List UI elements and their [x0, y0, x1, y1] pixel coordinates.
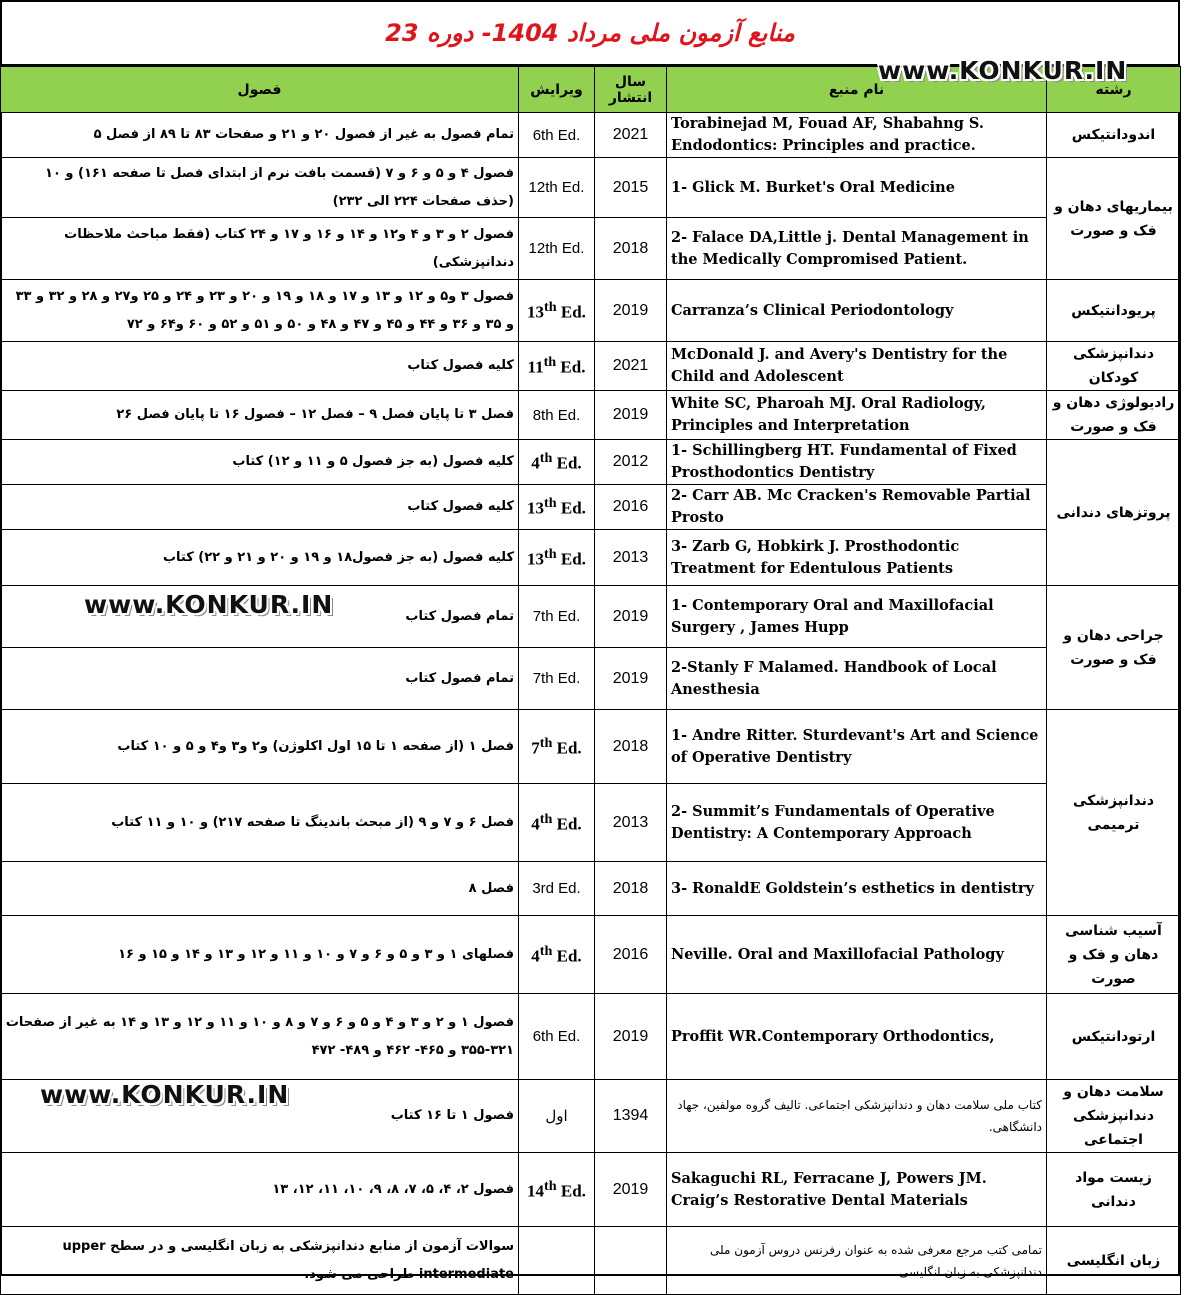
edition-cell: 12th Ed.	[519, 158, 595, 218]
source-cell: 3- Zarb G, Hobkirk J. Prosthodontic Treatment for Edentulous Patients	[667, 530, 1047, 586]
chapters-cell: تمام فصول کتاب	[1, 586, 519, 648]
edition-cell: 4th Ed.	[519, 784, 595, 862]
source-cell: 2-Stanly F Malamed. Handbook of Local Anesthesia	[667, 648, 1047, 710]
table-row	[1, 218, 1181, 280]
field-cell: جراحی دهان و فک و صورت	[1047, 586, 1181, 710]
table-row	[1, 280, 1181, 342]
source-cell: 1- Andre Ritter. Sturdevant's Art and Science of Operative Dentistry	[667, 710, 1047, 784]
field-cell: اندودانتیکس	[1047, 113, 1181, 158]
watermark-logo: www.KONKUR.IN	[84, 590, 334, 619]
source-cell: McDonald J. and Avery's Dentistry for the Child and Adolescent	[667, 342, 1047, 391]
table-row	[1, 710, 1181, 784]
field-cell: بیماریهای دهان و فک و صورت	[1047, 158, 1181, 280]
field-cell: ارتودانتیکس	[1047, 994, 1181, 1080]
table-row	[1, 1227, 1181, 1295]
year-cell: 2015	[595, 158, 667, 218]
chapters-cell: فصل ۱ (از صفحه ۱ تا ۱۵ اول اکلوژن) و۲ و۳ و۴ و ۵ و ۱۰ کتاب	[1, 710, 519, 784]
year-cell: 2012	[595, 440, 667, 485]
year-cell: 2019	[595, 994, 667, 1080]
field-cell: دندانپزشکی کودکان	[1047, 342, 1181, 391]
edition-cell: 13th Ed.	[519, 485, 595, 530]
year-cell: 2019	[595, 391, 667, 440]
chapters-cell: فصل ۸	[1, 862, 519, 916]
table-row	[1, 916, 1181, 994]
year-cell: 2018	[595, 218, 667, 280]
source-cell: Sakaguchi RL, Ferracane J, Powers JM. Craig’s Restorative Dental Materials	[667, 1153, 1047, 1227]
edition-cell: 7th Ed.	[519, 648, 595, 710]
source-cell: Neville. Oral and Maxillofacial Pathology	[667, 916, 1047, 994]
edition-cell: 12th Ed.	[519, 218, 595, 280]
edition-cell: 13th Ed.	[519, 530, 595, 586]
edition-cell: 7th Ed.	[519, 710, 595, 784]
watermark-logo: www.KONKUR.IN	[40, 1080, 290, 1109]
edition-cell: 13th Ed.	[519, 280, 595, 342]
year-cell: 2021	[595, 113, 667, 158]
source-cell: Proffit WR.Contemporary Orthodontics,	[667, 994, 1047, 1080]
year-cell: 2018	[595, 862, 667, 916]
source-cell: کتاب ملی سلامت دهان و دندانپزشکی اجتماعی. تالیف گروه مولفین، جهاد دانشگاهی.	[667, 1080, 1047, 1153]
edition-cell: 14th Ed.	[519, 1153, 595, 1227]
source-cell: 1- Schillingberg HT. Fundamental of Fixed Prosthodontics Dentistry	[667, 440, 1047, 485]
edition-cell: اول	[519, 1080, 595, 1153]
source-cell: Torabinejad M, Fouad AF, Shabahng S. Endodontics: Principles and practice.	[667, 113, 1047, 158]
table-row	[1, 1153, 1181, 1227]
table-row	[1, 784, 1181, 862]
table-row	[1, 862, 1181, 916]
year-cell: 1394	[595, 1080, 667, 1153]
chapters-cell: فصول ۲، ۴، ۵، ۷، ۸، ۹، ۱۰، ۱۱، ۱۲، ۱۳	[1, 1153, 519, 1227]
chapters-cell: کلیه فصول کتاب	[1, 342, 519, 391]
chapters-cell: تمام فصول به غیر از فصول ۲۰ و ۲۱ و صفحات ۸۳ تا ۸۹ از فصل ۵	[1, 113, 519, 158]
sources-table	[0, 66, 1181, 1295]
edition-cell: 8th Ed.	[519, 391, 595, 440]
year-cell: 2019	[595, 280, 667, 342]
source-cell: تمامی کتب مرجع معرفی شده به عنوان رفرنس دروس آزمون ملی دندانپزشکی به زبان انگلیسی	[667, 1227, 1047, 1295]
edition-cell: 3rd Ed.	[519, 862, 595, 916]
edition-cell: 6th Ed.	[519, 994, 595, 1080]
chapters-cell: کلیه فصول (به جز فصول ۵ و ۱۱ و ۱۲) کتاب	[1, 440, 519, 485]
chapters-cell: کلیه فصول (به جز فصول۱۸ و ۱۹ و ۲۰ و ۲۱ و ۲۲) کتاب	[1, 530, 519, 586]
table-row	[1, 158, 1181, 218]
source-cell: 2- Carr AB. Mc Cracken's Removable Partial Prosto	[667, 485, 1047, 530]
table-row	[1, 440, 1181, 485]
year-cell: 2019	[595, 586, 667, 648]
field-cell: آسیب شناسی دهان و فک و صورت	[1047, 916, 1181, 994]
year-cell	[595, 1227, 667, 1295]
source-cell: 1- Contemporary Oral and Maxillofacial Surgery , James Hupp	[667, 586, 1047, 648]
source-cell: 1- Glick M. Burket's Oral Medicine	[667, 158, 1047, 218]
edition-cell: 4th Ed.	[519, 916, 595, 994]
source-cell: 2- Falace DA,Little j. Dental Management in the Medically Compromised Patient.	[667, 218, 1047, 280]
year-cell: 2018	[595, 710, 667, 784]
year-cell: 2013	[595, 530, 667, 586]
field-cell: زبان انگلیسی	[1047, 1227, 1181, 1295]
chapters-cell: فصول ۱ تا ۱۶ کتاب	[1, 1080, 519, 1153]
table-row	[1, 530, 1181, 586]
edition-cell: 4th Ed.	[519, 440, 595, 485]
edition-cell: 7th Ed.	[519, 586, 595, 648]
field-cell: رادیولوژی دهان و فک و صورت	[1047, 391, 1181, 440]
page-title: منابع آزمون ملی مرداد 1404- دوره 23	[0, 0, 1180, 66]
edition-cell	[519, 1227, 595, 1295]
chapters-cell: فصول ۱ و ۲ و ۳ و ۴ و ۵ و ۶ و ۷ و ۸ و ۱۰ و ۱۱ و ۱۲ و ۱۳ و ۱۴ به غیر از صفحات ۳۲۱-۳۵۵ و ۴۶۵- ۴۶۲ و ۴۸۹- ۴۷۲	[1, 994, 519, 1080]
field-cell: پریودانتیکس	[1047, 280, 1181, 342]
header-edition: ویرایش	[519, 67, 595, 113]
table-row	[1, 113, 1181, 158]
edition-cell: 6th Ed.	[519, 113, 595, 158]
header-year: سال انتشار	[595, 67, 667, 113]
year-cell: 2016	[595, 916, 667, 994]
field-cell: سلامت دهان و دندانپزشکی اجتماعی	[1047, 1080, 1181, 1153]
source-cell: Carranza’s Clinical Periodontology	[667, 280, 1047, 342]
field-cell: پروتزهای دندانی	[1047, 440, 1181, 586]
table-row	[1, 391, 1181, 440]
watermark-logo: www.KONKUR.IN	[878, 56, 1128, 85]
chapters-cell: فصل ۶ و ۷ و ۹ (از مبحث باندینگ تا صفحه ۲۱۷) و ۱۰ و ۱۱ کتاب	[1, 784, 519, 862]
source-cell: 3- RonaldE Goldstein’s esthetics in dentistry	[667, 862, 1047, 916]
chapters-cell: فصول ۴ و ۵ و ۶ و ۷ (قسمت بافت نرم از ابتدای فصل تا صفحه ۱۶۱) و ۱۰ (حذف صفحات ۲۲۴ الی ۲۳۲)	[1, 158, 519, 218]
header-field: رشته	[1047, 67, 1181, 113]
year-cell: 2019	[595, 1153, 667, 1227]
chapters-cell: تمام فصول کتاب	[1, 648, 519, 710]
header-source: نام منبع	[667, 67, 1047, 113]
chapters-cell: سوالات آزمون از منابع دندانپزشکی به زبان انگلیسی و در سطح upper intermediate طراحی می شود.	[1, 1227, 519, 1295]
source-cell: White SC, Pharoah MJ. Oral Radiology, Principles and Interpretation	[667, 391, 1047, 440]
chapters-cell: فصلهای ۱ و ۳ و ۵ و ۶ و ۷ و ۱۰ و ۱۱ و ۱۲ و ۱۳ و ۱۴ و ۱۵ و ۱۶	[1, 916, 519, 994]
chapters-cell: فصل ۳ تا پایان فصل ۹ – فصل ۱۲ – فصول ۱۶ تا پایان فصل ۲۶	[1, 391, 519, 440]
year-cell: 2019	[595, 648, 667, 710]
header-chapters: فصول	[1, 67, 519, 113]
table-row	[1, 994, 1181, 1080]
chapters-cell: فصول ۳ و۵ و ۱۲ و ۱۳ و ۱۷ و ۱۸ و ۱۹ و ۲۰ و ۲۳ و ۲۴ و ۲۵ و۲۷ و ۲۸ و ۳۲ و ۳۳ و ۳۵ و ۳۶ و ۴۴ و ۴۵ و ۴۷ و ۴۸ و ۵۰ و ۵۱ و ۵۲ و ۶۰ و۶۴ و ۷۲	[1, 280, 519, 342]
table-row	[1, 485, 1181, 530]
year-cell: 2013	[595, 784, 667, 862]
table-row	[1, 648, 1181, 710]
year-cell: 2021	[595, 342, 667, 391]
edition-cell: 11th Ed.	[519, 342, 595, 391]
chapters-cell: فصول ۲ و ۳ و ۴ و۱۲ و ۱۴ و ۱۶ و ۱۷ و ۲۴ کتاب (فقط مباحث ملاحظات دندانپزشکی)	[1, 218, 519, 280]
table-row	[1, 342, 1181, 391]
chapters-cell: کلیه فصول کتاب	[1, 485, 519, 530]
field-cell: دندانپزشکی ترمیمی	[1047, 710, 1181, 916]
field-cell: زیست مواد دندانی	[1047, 1153, 1181, 1227]
year-cell: 2016	[595, 485, 667, 530]
source-cell: 2- Summit’s Fundamentals of Operative Dentistry: A Contemporary Approach	[667, 784, 1047, 862]
